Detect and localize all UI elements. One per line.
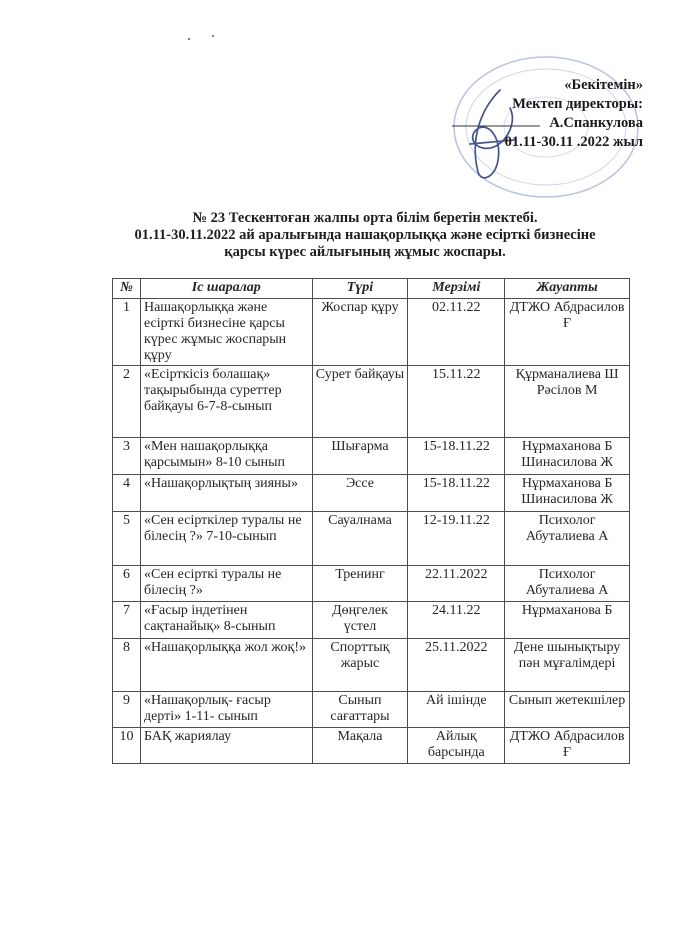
table-row bbox=[113, 602, 630, 639]
row-responsible: Психолог Абуталиева А bbox=[505, 512, 630, 566]
table-row bbox=[113, 299, 630, 366]
row-date: Ай ішінде bbox=[408, 692, 505, 728]
row-type: Сауалнама bbox=[312, 512, 408, 566]
header-responsible: Жауапты bbox=[505, 279, 630, 299]
document-header bbox=[90, 210, 640, 261]
row-type: Мақала bbox=[312, 728, 408, 764]
header-date: Мерзімі bbox=[408, 279, 505, 299]
approval-block bbox=[505, 76, 643, 152]
row-num: 4 bbox=[113, 475, 141, 512]
approval-director-name: А.Спанкулова bbox=[549, 115, 643, 131]
approval-title: «Бекітемін» bbox=[564, 77, 643, 93]
table-row bbox=[113, 438, 630, 475]
table-row bbox=[113, 366, 630, 438]
plan-table bbox=[112, 278, 630, 764]
row-responsible: Сынып жетекшілер bbox=[505, 692, 630, 728]
row-type: Эссе bbox=[312, 475, 408, 512]
row-date: 12-19.11.22 bbox=[408, 512, 505, 566]
table-row bbox=[113, 512, 630, 566]
row-responsible: Нұрмаханова Б bbox=[505, 602, 630, 639]
row-type: Шығарма bbox=[312, 438, 408, 475]
row-event: «Есірткісіз болашақ» тақырыбында суреттер байқауы 6-7-8-сынып bbox=[140, 366, 312, 438]
row-num: 10 bbox=[113, 728, 141, 764]
row-responsible: ДТЖО Абдрасилов Ғ bbox=[505, 728, 630, 764]
table-row bbox=[113, 692, 630, 728]
row-responsible: Психолог Абуталиева А bbox=[505, 566, 630, 602]
row-date: 24.11.22 bbox=[408, 602, 505, 639]
row-type: Сынып сағаттары bbox=[312, 692, 408, 728]
header-event: Іс шаралар bbox=[140, 279, 312, 299]
row-type: Жоспар құру bbox=[312, 299, 408, 366]
row-date: 15-18.11.22 bbox=[408, 475, 505, 512]
table-header-row bbox=[113, 279, 630, 299]
row-type: Сурет байқауы bbox=[312, 366, 408, 438]
row-responsible: Нұрмаханова Б Шинасилова Ж bbox=[505, 475, 630, 512]
row-responsible: Құрманалиева Ш Рәсілов М bbox=[505, 366, 630, 438]
table-row bbox=[113, 566, 630, 602]
row-num: 9 bbox=[113, 692, 141, 728]
row-date: 15.11.22 bbox=[408, 366, 505, 438]
header-num: № bbox=[113, 279, 141, 299]
row-event: «Мен нашақорлыққа қарсымын» 8-10 сынып bbox=[140, 438, 312, 475]
row-num: 8 bbox=[113, 639, 141, 692]
row-num: 5 bbox=[113, 512, 141, 566]
row-event: «Сен есірткі туралы не білесің ?» bbox=[140, 566, 312, 602]
row-event: «Сен есірткілер туралы не білесің ?» 7-10-сынып bbox=[140, 512, 312, 566]
table-row bbox=[113, 475, 630, 512]
row-num: 7 bbox=[113, 602, 141, 639]
row-date: Айлық барсында bbox=[408, 728, 505, 764]
row-responsible: Дене шынықтыру пән мұғалімдері bbox=[505, 639, 630, 692]
scan-speck bbox=[188, 38, 190, 40]
row-responsible: Нұрмаханова Б Шинасилова Ж bbox=[505, 438, 630, 475]
header-type: Түрі bbox=[312, 279, 408, 299]
row-event: «Нашақорлықтың зияны» bbox=[140, 475, 312, 512]
row-num: 6 bbox=[113, 566, 141, 602]
approval-position: Мектеп директоры: bbox=[512, 96, 643, 112]
approval-period: 01.11-30.11 .2022 жыл bbox=[504, 134, 643, 150]
plan-title-line1: 01.11-30.11.2022 ай аралығында нашақорлыққа және есірткі бизнесіне bbox=[134, 227, 596, 243]
row-event: «Нашақорлыққа жол жоқ!» bbox=[140, 639, 312, 692]
row-responsible: ДТЖО Абдрасилов Ғ bbox=[505, 299, 630, 366]
row-event: Нашақорлыққа және есірткі бизнесіне қарсы күрес жұмыс жоспарын құру bbox=[140, 299, 312, 366]
row-num: 2 bbox=[113, 366, 141, 438]
row-type: Дөңгелек үстел bbox=[312, 602, 408, 639]
table-row bbox=[113, 639, 630, 692]
row-date: 25.11.2022 bbox=[408, 639, 505, 692]
row-type: Спорттық жарыс bbox=[312, 639, 408, 692]
row-num: 3 bbox=[113, 438, 141, 475]
scan-speck bbox=[212, 35, 214, 37]
plan-title-line2: қарсы күрес айлығының жұмыс жоспары. bbox=[224, 244, 506, 260]
row-type: Тренинг bbox=[312, 566, 408, 602]
row-event: «Нашақорлық- ғасыр дерті» 1-11- сынып bbox=[140, 692, 312, 728]
table-row bbox=[113, 728, 630, 764]
row-date: 02.11.22 bbox=[408, 299, 505, 366]
row-num: 1 bbox=[113, 299, 141, 366]
row-event: «Ғасыр індетінен сақтанайық» 8-сынып bbox=[140, 602, 312, 639]
row-event: БАҚ жариялау bbox=[140, 728, 312, 764]
row-date: 22.11.2022 bbox=[408, 566, 505, 602]
school-name: № 23 Тескентоған жалпы орта білім беретін мектебі. bbox=[192, 210, 538, 226]
row-date: 15-18.11.22 bbox=[408, 438, 505, 475]
